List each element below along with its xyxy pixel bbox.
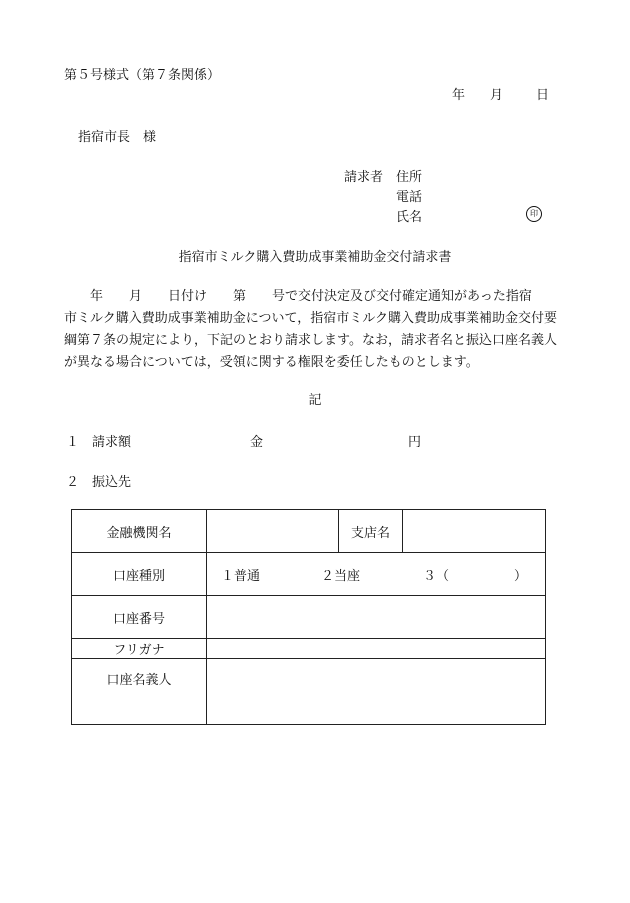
account-type-other[interactable]: ３（ ） — [423, 568, 528, 584]
request-body — [64, 286, 574, 374]
ki-heading: 記 — [308, 393, 322, 408]
table-row — [72, 596, 546, 639]
body-line-1: 年 月 日付け 第 号で交付決定及び交付確定通知があった指宿 — [64, 289, 532, 304]
account-holder-label: 口座名義人 — [72, 659, 207, 725]
branch-label: 支店名 — [339, 510, 403, 553]
table-row — [72, 553, 546, 596]
account-type-ordinary[interactable]: １普通 — [221, 568, 261, 584]
seal-mark: 印 — [526, 206, 542, 222]
date-day-label: 日 — [536, 88, 550, 103]
bank-name-field[interactable] — [207, 510, 339, 553]
date-month-label: 月 — [490, 88, 504, 103]
account-type-current[interactable]: ２当座 — [321, 568, 361, 584]
date-line — [452, 84, 549, 103]
requester-name-label: 氏名 — [396, 210, 423, 225]
requester-label: 請求者 — [344, 170, 384, 185]
date-year-label: 年 — [452, 88, 466, 103]
amount-suffix: 円 — [408, 435, 422, 450]
account-type-options — [207, 553, 546, 596]
account-holder-field[interactable] — [207, 659, 546, 725]
branch-field[interactable] — [403, 510, 546, 553]
bank-table — [71, 509, 546, 725]
addressee: 指宿市長 様 — [78, 130, 157, 145]
bank-name-label: 金融機関名 — [72, 510, 207, 553]
account-number-field[interactable] — [207, 596, 546, 639]
table-row — [72, 510, 546, 553]
table-row — [72, 639, 546, 659]
account-number-label: 口座番号 — [72, 596, 207, 639]
body-line-4: が異なる場合については，受領に関する権限を委任したものとします。 — [64, 355, 479, 370]
document-title: 指宿市ミルク購入費助成事業補助金交付請求書 — [178, 250, 452, 265]
body-line-2: 市ミルク購入費助成事業補助金について，指宿市ミルク購入費助成事業補助金交付要 — [64, 311, 557, 326]
account-type-label: 口座種別 — [72, 553, 207, 596]
furigana-label: フリガナ — [72, 639, 207, 659]
form-number: 第５号様式（第７条関係） — [64, 68, 221, 83]
requester-address-label: 住所 — [396, 170, 423, 185]
amount-prefix: 金 — [250, 435, 264, 450]
transfer-destination-label: ２ 振込先 — [66, 475, 132, 490]
furigana-field[interactable] — [207, 639, 546, 659]
requester-phone-label: 電話 — [396, 190, 423, 205]
body-line-3: 綱第７条の規定により，下記のとおり請求します。なお，請求者名と振込口座名義人 — [64, 333, 557, 348]
request-amount-label: １ 請求額 — [66, 435, 132, 450]
table-row — [72, 659, 546, 725]
